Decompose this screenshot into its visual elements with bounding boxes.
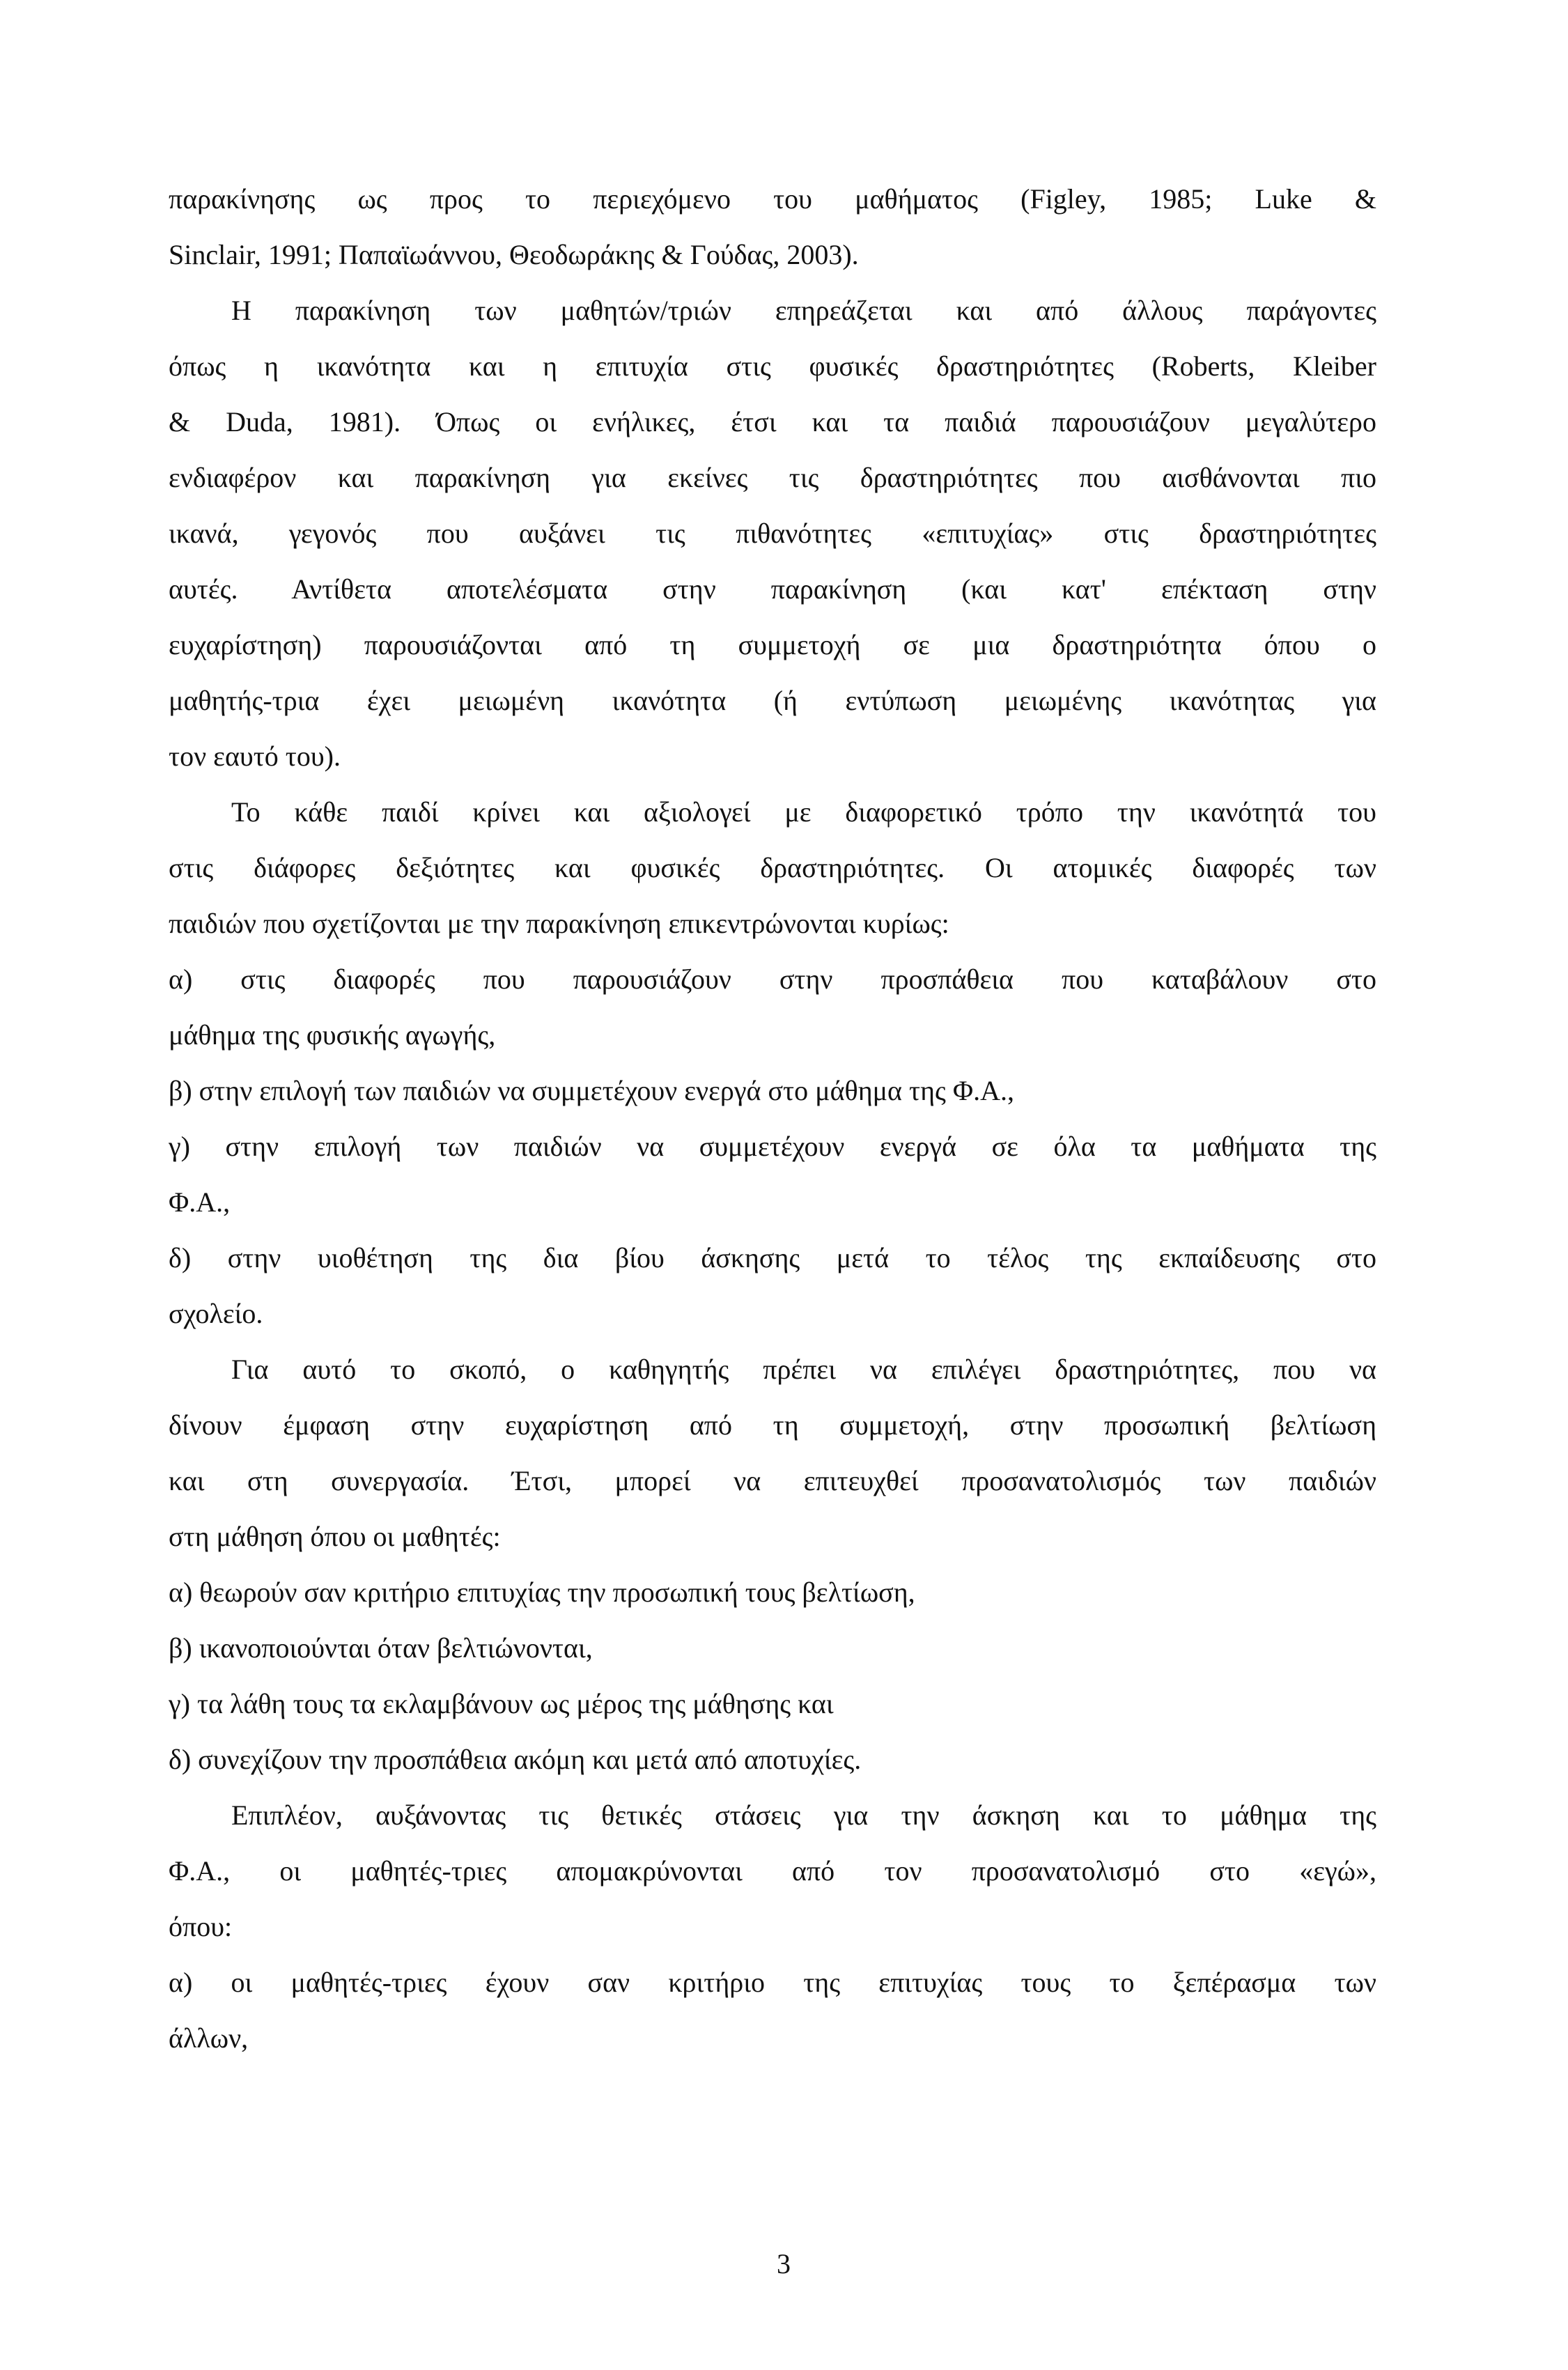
text-line: άλλων, bbox=[169, 2022, 249, 2054]
text-line: γ) στην επιλογή των παιδιών να συμμετέχουν ενεργά σε όλα τα μαθήματα της bbox=[169, 1131, 1376, 1162]
text-line: ικανά, γεγονός που αυξάνει τις πιθανότητες «επιτυχίας» στις δραστηριότητες bbox=[169, 518, 1376, 549]
text-line: παιδιών που σχετίζονται με την παρακίνηση επικεντρώνονται κυρίως: bbox=[169, 908, 949, 939]
text-line: ενδιαφέρον και παρακίνηση για εκείνες τις δραστηριότητες που αισθάνονται πιο bbox=[169, 462, 1376, 493]
text-line: δ) στην υιοθέτηση της δια βίου άσκησης μετά το τέλος της εκπαίδευσης στο bbox=[169, 1242, 1376, 1273]
text-line: δίνουν έμφαση στην ευχαρίστηση από τη συμμετοχή, στην προσωπική βελτίωση bbox=[169, 1409, 1376, 1441]
text-line: Το κάθε παιδί κρίνει και αξιολογεί με διαφορετικό τρόπο την ικανότητά του bbox=[231, 796, 1376, 828]
text-line: ευχαρίστηση) παρουσιάζονται από τη συμμετοχή σε μια δραστηριότητα όπου ο bbox=[169, 629, 1376, 660]
text-line: όπου: bbox=[169, 1911, 233, 1942]
body-text bbox=[169, 171, 1376, 2066]
text-line: παρακίνησης ως προς το περιεχόμενο του μαθήματος (Figley, 1985; Luke & bbox=[169, 183, 1376, 215]
text-line: γ) τα λάθη τους τα εκλαμβάνουν ως μέρος της μάθησης και bbox=[169, 1688, 834, 1719]
text-line: α) θεωρούν σαν κριτήριο επιτυχίας την προσωπική τους βελτίωση, bbox=[169, 1577, 915, 1608]
text-line: μάθημα της φυσικής αγωγής, bbox=[169, 1019, 496, 1051]
text-line: β) στην επιλογή των παιδιών να συμμετέχουν ενεργά στο μάθημα της Φ.Α., bbox=[169, 1075, 1014, 1106]
text-line: α) οι μαθητές-τριες έχουν σαν κριτήριο της επιτυχίας τους το ξεπέρασμα των bbox=[169, 1967, 1376, 1998]
text-line: Φ.Α., bbox=[169, 1186, 231, 1218]
text-line: Sinclair, 1991; Παπαϊωάννου, Θεοδωράκης & Γούδας, 2003). bbox=[169, 239, 859, 270]
text-line: όπως η ικανότητα και η επιτυχία στις φυσικές δραστηριότητες (Roberts, Kleiber bbox=[169, 350, 1376, 382]
text-line: Η παρακίνηση των μαθητών/τριών επηρεάζεται και από άλλους παράγοντες bbox=[231, 295, 1376, 326]
text-line: Για αυτό το σκοπό, ο καθηγητής πρέπει να επιλέγει δραστηριότητες, που να bbox=[231, 1354, 1376, 1385]
text-line: τον εαυτό του). bbox=[169, 741, 341, 772]
text-line: στις διάφορες δεξιότητες και φυσικές δραστηριότητες. Οι ατομικές διαφορές των bbox=[169, 852, 1376, 883]
text-line: α) στις διαφορές που παρουσιάζουν στην προσπάθεια που καταβάλουν στο bbox=[169, 963, 1376, 995]
text-line: β) ικανοποιούνται όταν βελτιώνονται, bbox=[169, 1632, 593, 1664]
text-line: μαθητής-τρια έχει μειωμένη ικανότητα (ή εντύπωση μειωμένης ικανότητας για bbox=[169, 685, 1376, 716]
text-line: δ) συνεχίζουν την προσπάθεια ακόμη και μετά από αποτυχίες. bbox=[169, 1744, 862, 1775]
page-number: 3 bbox=[777, 2248, 791, 2279]
text-line: στη μάθηση όπου οι μαθητές: bbox=[169, 1521, 501, 1552]
text-line: αυτές. Αντίθετα αποτελέσματα στην παρακίνηση (και κατ' επέκταση στην bbox=[169, 573, 1376, 605]
text-line: και στη συνεργασία. Έτσι, μπορεί να επιτευχθεί προσανατολισμός των παιδιών bbox=[169, 1465, 1376, 1496]
text-line: & Duda, 1981). Όπως οι ενήλικες, έτσι και τα παιδιά παρουσιάζουν μεγαλύτερο bbox=[169, 406, 1376, 437]
text-line: Επιπλέον, αυξάνοντας τις θετικές στάσεις για την άσκηση και το μάθημα της bbox=[231, 1799, 1376, 1831]
text-line: Φ.Α., οι μαθητές-τριες απομακρύνονται από τον προσανατολισμό στο «εγώ», bbox=[169, 1855, 1376, 1887]
text-line: σχολείο. bbox=[169, 1298, 263, 1329]
